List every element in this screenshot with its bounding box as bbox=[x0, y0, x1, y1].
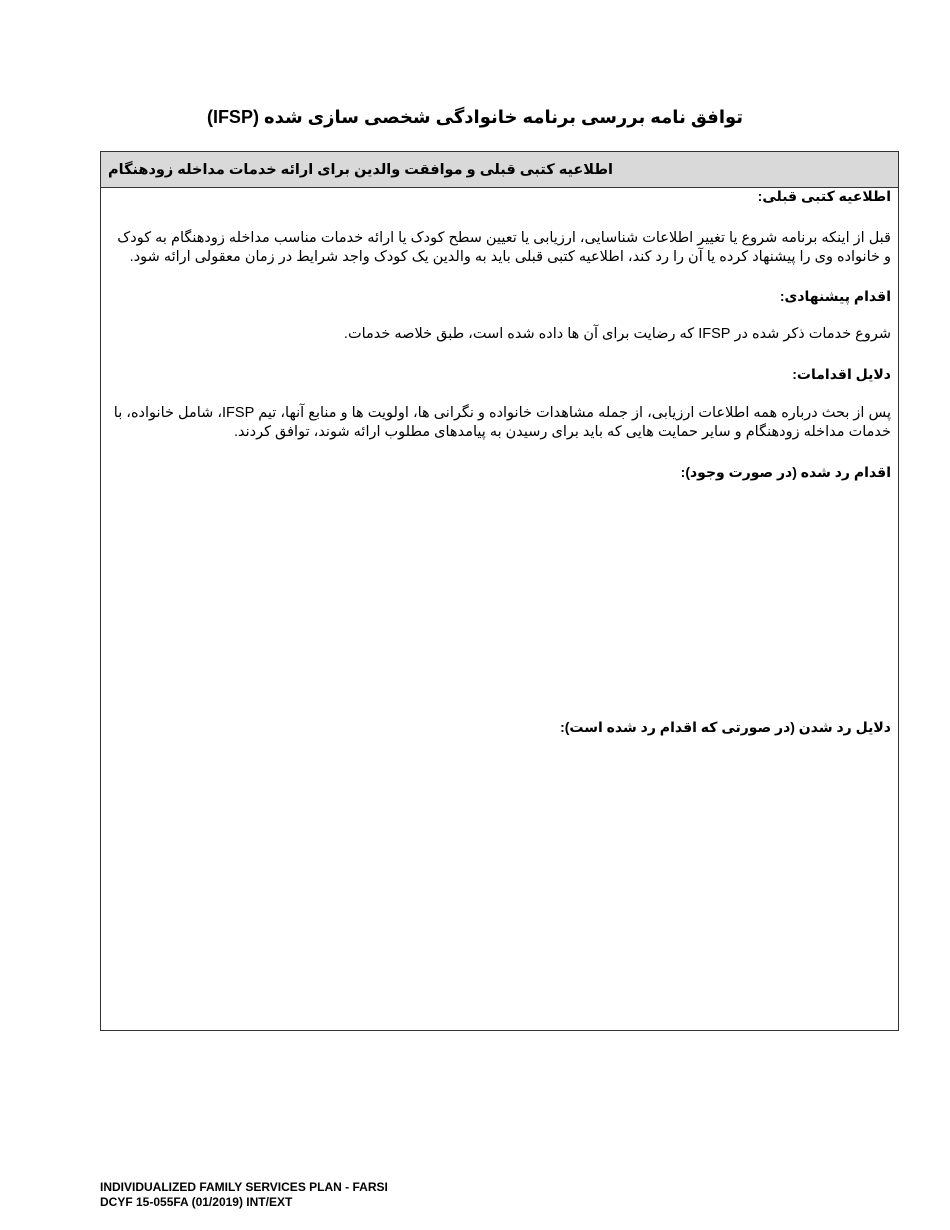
rejection-reasons-label: دلایل رد شدن (در صورتی که اقدام رد شده است): bbox=[560, 719, 891, 735]
footer-form-name: INDIVIDUALIZED FAMILY SERVICES PLAN - FARSI bbox=[100, 1180, 388, 1194]
section-header bbox=[101, 152, 898, 188]
rejected-action-label: اقدام رد شده (در صورت وجود): bbox=[680, 464, 891, 480]
rejected-action-field[interactable] bbox=[107, 492, 892, 712]
proposed-action-text: شروع خدمات ذکر شده در IFSP که رضایت برای آن ها داده شده است، طبق خلاصه خدمات. bbox=[343, 326, 891, 342]
proposed-action-label: اقدام پیشنهادی: bbox=[779, 288, 891, 304]
rejection-reasons-field[interactable] bbox=[107, 747, 892, 1017]
prior-notice-text: قبل از اینکه برنامه شروع یا تغییر اطلاعات شناسایی، ارزیابی یا تعیین سطح کودک یا ارائه خدمات مناسب مداخله زودهنگام به کودک و خانواده وی را پیشنهاد کرده یا آن را رد کند، اطلاعیه کتبی قبلی باید به والدین یک کودک واجد شرایط در زمان معقولی ارائه شود. bbox=[117, 230, 891, 265]
page-title: توافق نامه بررسی برنامه خانوادگی شخصی سازی شده (IFSP) bbox=[206, 107, 744, 127]
footer-form-number: DCYF 15-055FA (01/2019) INT/EXT bbox=[100, 1195, 293, 1209]
consent-form-box bbox=[100, 151, 899, 1031]
section-header-text: اطلاعیه کتبی قبلی و موافقت والدین برای ارائه خدمات مداخله زودهنگام bbox=[108, 161, 613, 178]
reasons-text: پس از بحث درباره همه اطلاعات ارزیابی، از جمله مشاهدات خانواده و نگرانی ها، اولویت ها و منابع آنها، تیم IFSP، شامل خانواده، با خدمات مداخله زودهنگام و سایر حمایت هایی که باید برای رسیدن به پیامدهای مطلوب ارائه شوند، توافق کردند. bbox=[113, 405, 891, 440]
reasons-label: دلایل اقدامات: bbox=[792, 366, 891, 382]
form-footer bbox=[100, 1180, 388, 1210]
prior-notice-label: اطلاعیه کتبی قبلی: bbox=[757, 188, 891, 204]
